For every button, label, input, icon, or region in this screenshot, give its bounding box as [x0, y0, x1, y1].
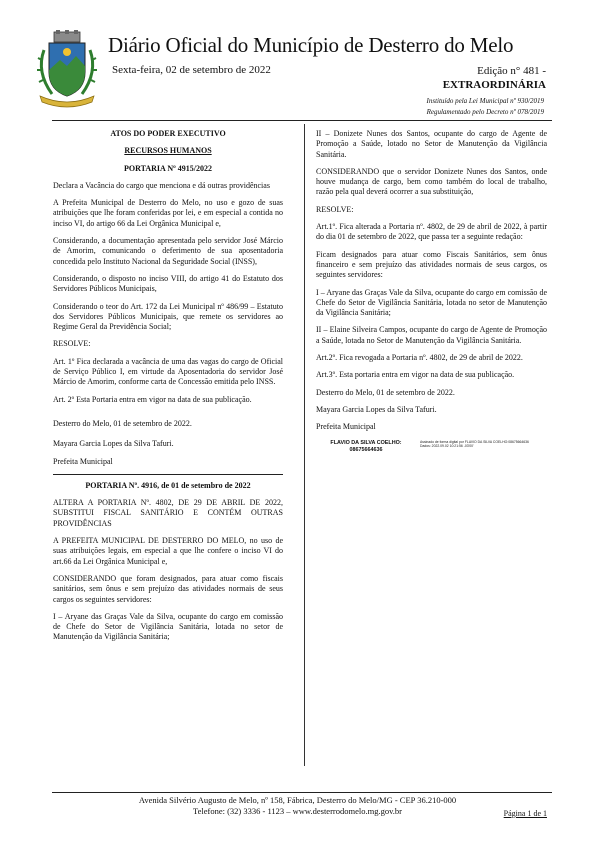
right-column — [316, 129, 547, 454]
paragraph: CONSIDERANDO que foram designados, para atuar como fiscais sanitários, sem ônus e sem prejuízo das atividades normais de seus cargos os seguintes servidores: — [53, 573, 283, 604]
digital-signer-id: 08675664636 — [349, 446, 383, 453]
paragraph: II – Donizete Nunes dos Santos, ocupante do cargo de Agente de Promoção a Saúde, lotado no Setor de Manutenção da Vigilância Sanitária. — [316, 129, 547, 159]
municipal-coat-of-arms-icon — [34, 30, 100, 110]
paragraph: Considerando, a documentação apresentada pelo servidor José Márcio de Amorim, comunicando o deferimento de sua aposentadoria concedida pelo Instituto Nacional da Seguridade Social (INSS), — [53, 236, 283, 266]
paragraph: Declara a Vacância do cargo que menciona e dá outras providências — [53, 180, 270, 190]
edition-number: Edição n° 481 - — [477, 65, 546, 77]
page-number: Página 1 de 1 — [503, 809, 547, 818]
signer-role: Prefeita Municipal — [316, 422, 376, 432]
column-divider — [304, 124, 305, 766]
place-date: Desterro do Melo, 01 de setembro de 2022. — [316, 387, 455, 397]
paragraph: Art. 2º Esta Portaria entra em vigor na data de sua publicação. — [53, 394, 252, 404]
digital-signature — [316, 440, 547, 454]
paragraph: II – Elaine Silveira Campos, ocupante do cargo de Agente de Promoção a Saúde, lotada no Setor de Manutenção da Vigilância Sanitária. — [316, 325, 547, 345]
section-separator — [53, 474, 283, 475]
paragraph: A PREFEITA MUNICIPAL DE DESTERRO DO MELO, no uso de suas atribuições legais, em especial a que lhe confere o inciso VI do art.66 da Lei Orgânica Municipal e, — [53, 536, 283, 566]
newspaper-title: Diário Oficial do Município de Desterro do Melo — [108, 33, 514, 57]
publication-date: Sexta-feira, 02 de setembro de 2022 — [112, 64, 271, 76]
resolve-heading: RESOLVE: — [53, 339, 91, 349]
portaria-4916-title: PORTARIA Nº. 4916, de 01 de setembro de 2022 — [85, 480, 251, 490]
paragraph: Considerando o teor do Art. 172 da Lei Municipal nº 486/99 – Estatuto dos Servidores Públicos Municipais, que remete os servidores ao Regime Geral da Previdência Social; — [53, 301, 283, 332]
paragraph: Ficam designados para atuar como Fiscais Sanitários, sem ônus financeiro e sem prejuízo das atividades normais de seus cargos, os seguintes servidores: — [316, 249, 547, 280]
signer-name: Mayara Garcia Lopes da Silva Tafuri. — [53, 439, 174, 449]
footer-phone-website: Telefone: (32) 3336 - 1123 – www.desterrodomelo.mg.gov.br — [192, 806, 403, 816]
paragraph: Considerando, o disposto no inciso VIII, do artigo 41 do Estatuto dos Servidores Públicos Municipais, — [53, 273, 283, 294]
digital-signer-name: FLAVIO DA SILVA COELHO: — [330, 439, 402, 446]
paragraph: Art. 1º Fica declarada a vacância de uma das vagas do cargo de Oficial de Serviço Público I, em virtude da Aposentadoria do servidor José Márcio de Amorim, conforme carta de Concessão emitida pelo INSS. — [53, 356, 283, 387]
portaria-4915-title: PORTARIA Nº 4915/2022 — [124, 163, 212, 173]
paragraph: Art.2º. Fica revogada a Portaria nº. 4802, de 29 de abril de 2022. — [316, 353, 523, 363]
paragraph: I – Aryane das Graças Vale da Silva, ocupante do cargo em comissão de Chefe do Setor de Vigilância Sanitária, lotada no setor de Manutenção da Vigilância Sanitária; — [53, 611, 283, 642]
header-divider — [52, 120, 552, 121]
section-heading: ATOS DO PODER EXECUTIVO — [110, 129, 226, 138]
paragraph: I – Aryane das Graças Vale da Silva, ocupante do cargo em comissão de Chefe do Setor de Vigilância Sanitária, lotada no setor de Manutenção da Vigilância Sanitária; — [316, 287, 547, 318]
paragraph: ALTERA A PORTARIA Nº. 4802, DE 29 DE ABRIL DE 2022, SUBSTITUI FISCAL SANITÁRIO E CONTÉM OUTRAS PROVIDÊNCIAS — [53, 498, 283, 528]
instituted-by: Instituído pela Lei Municipal nº 930/2019 — [426, 97, 544, 105]
place-date: Desterro do Melo, 01 de setembro de 2022. — [53, 418, 192, 428]
digital-signature-details: Assinado de forma digital por FLAVIO DA SILVA COELHO:08675664636 Dados: 2022.09.02 10:21:56 -03'00' — [420, 439, 529, 448]
signer-role: Prefeita Municipal — [53, 456, 113, 466]
edition-type: EXTRAORDINÁRIA — [442, 79, 546, 91]
footer-divider — [52, 792, 552, 793]
legal-basis — [427, 96, 544, 118]
regulated-by: Regulamentado pelo Decreto nº 078/2019 — [426, 108, 544, 116]
subsection-heading: RECURSOS HUMANOS — [124, 146, 212, 156]
paragraph: A Prefeita Municipal de Desterro do Melo, no uso e gozo de suas atribuições que lhe foram conferidas por lei, e em especial a contida no inciso VI, do artigo 66 da Lei Orgânica Municipal e, — [53, 198, 283, 228]
paragraph: Art.1º. Fica alterada a Portaria nº. 4802, de 29 de abril de 2022, à partir do dia 01 de setembro de 2022, que passa ter a seguinte redação: — [316, 222, 547, 242]
edition-info — [443, 64, 546, 92]
footer-address: Avenida Silvério Augusto de Melo, nº 158, Fábrica, Desterro do Melo/MG - CEP 36.210-000 — [138, 795, 457, 805]
resolve-heading: RESOLVE: — [316, 204, 354, 214]
signer-name: Mayara Garcia Lopes da Silva Tafuri. — [316, 404, 437, 414]
digital-signer — [316, 440, 416, 454]
left-column — [53, 129, 283, 650]
paragraph: CONSIDERANDO que o servidor Donizete Nunes dos Santos, onde houve mudança de cargo, bem como também do local de trabalho, razão pela qual deverá ocorrer a sua substituição, — [316, 166, 547, 197]
paragraph: Art.3º. Esta portaria entra em vigor na data de sua publicação. — [316, 370, 515, 380]
